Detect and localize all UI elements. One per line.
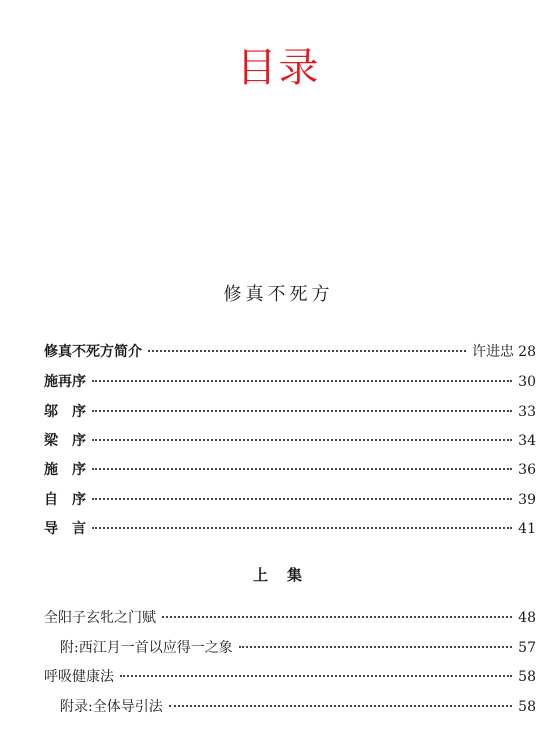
toc-entry-title: 呼吸健康法	[44, 669, 114, 685]
toc-leader-dots	[162, 616, 512, 618]
toc-entry-self-preface[interactable]	[44, 489, 536, 511]
toc-entry-title: 施 序	[44, 462, 86, 478]
toc-entry-introduction[interactable]	[44, 518, 536, 540]
toc-entry-title: 导 言	[44, 521, 86, 537]
toc-entry-page: 57	[518, 640, 536, 656]
toc-entry-intro[interactable]	[44, 341, 536, 363]
toc-leader-dots	[92, 498, 512, 500]
toc-entry-page: 48	[518, 610, 536, 626]
book-title: 修真不死方	[223, 284, 334, 305]
toc-leader-dots	[92, 380, 512, 382]
toc-leader-dots	[92, 527, 512, 529]
toc-entry-title: 修真不死方简介	[44, 344, 142, 360]
toc-entry-page: 34	[518, 433, 536, 449]
toc-leader-dots	[148, 350, 466, 352]
toc-entry-page: 36	[518, 462, 536, 478]
toc-leader-dots	[239, 646, 512, 648]
toc-entry-page: 41	[518, 521, 536, 537]
toc-entry-page: 30	[518, 374, 536, 390]
toc-entry-title: 梁 序	[44, 433, 86, 449]
toc-leader-dots	[120, 675, 512, 677]
toc-entry-title: 附录:全体导引法	[60, 699, 163, 715]
toc-entry-daoyin-appendix[interactable]	[60, 696, 536, 718]
toc-entry-xijiangyue-appendix[interactable]	[60, 637, 536, 659]
toc-entry-quanyangzi[interactable]	[44, 607, 536, 629]
toc-entry-author: 许进忠	[472, 344, 514, 360]
toc-entry-title: 自 序	[44, 492, 86, 508]
toc-entry-shi-zai-preface[interactable]	[44, 371, 536, 393]
toc-entry-page: 28	[518, 344, 536, 360]
toc-entry-wu-preface[interactable]	[44, 401, 536, 423]
toc-leader-dots	[92, 468, 512, 470]
toc-entry-shi-preface[interactable]	[44, 459, 536, 481]
toc-leader-dots	[169, 705, 512, 707]
toc-entry-page: 58	[518, 699, 536, 715]
section-heading: 上 集	[252, 566, 304, 584]
toc-entry-liang-preface[interactable]	[44, 430, 536, 452]
toc-leader-dots	[92, 410, 512, 412]
toc-entry-title: 附:西江月一首以应得一之象	[60, 640, 233, 656]
toc-entry-title: 邬 序	[44, 404, 86, 420]
toc-entry-title: 施再序	[44, 374, 86, 390]
toc-entry-page: 33	[518, 404, 536, 420]
toc-leader-dots	[92, 439, 512, 441]
toc-entry-page: 58	[518, 669, 536, 685]
page-title: 目录	[236, 45, 321, 91]
toc-entry-page: 39	[518, 492, 536, 508]
toc-entry-title: 全阳子玄牝之门赋	[44, 610, 156, 626]
toc-entry-breathing-health[interactable]	[44, 666, 536, 688]
